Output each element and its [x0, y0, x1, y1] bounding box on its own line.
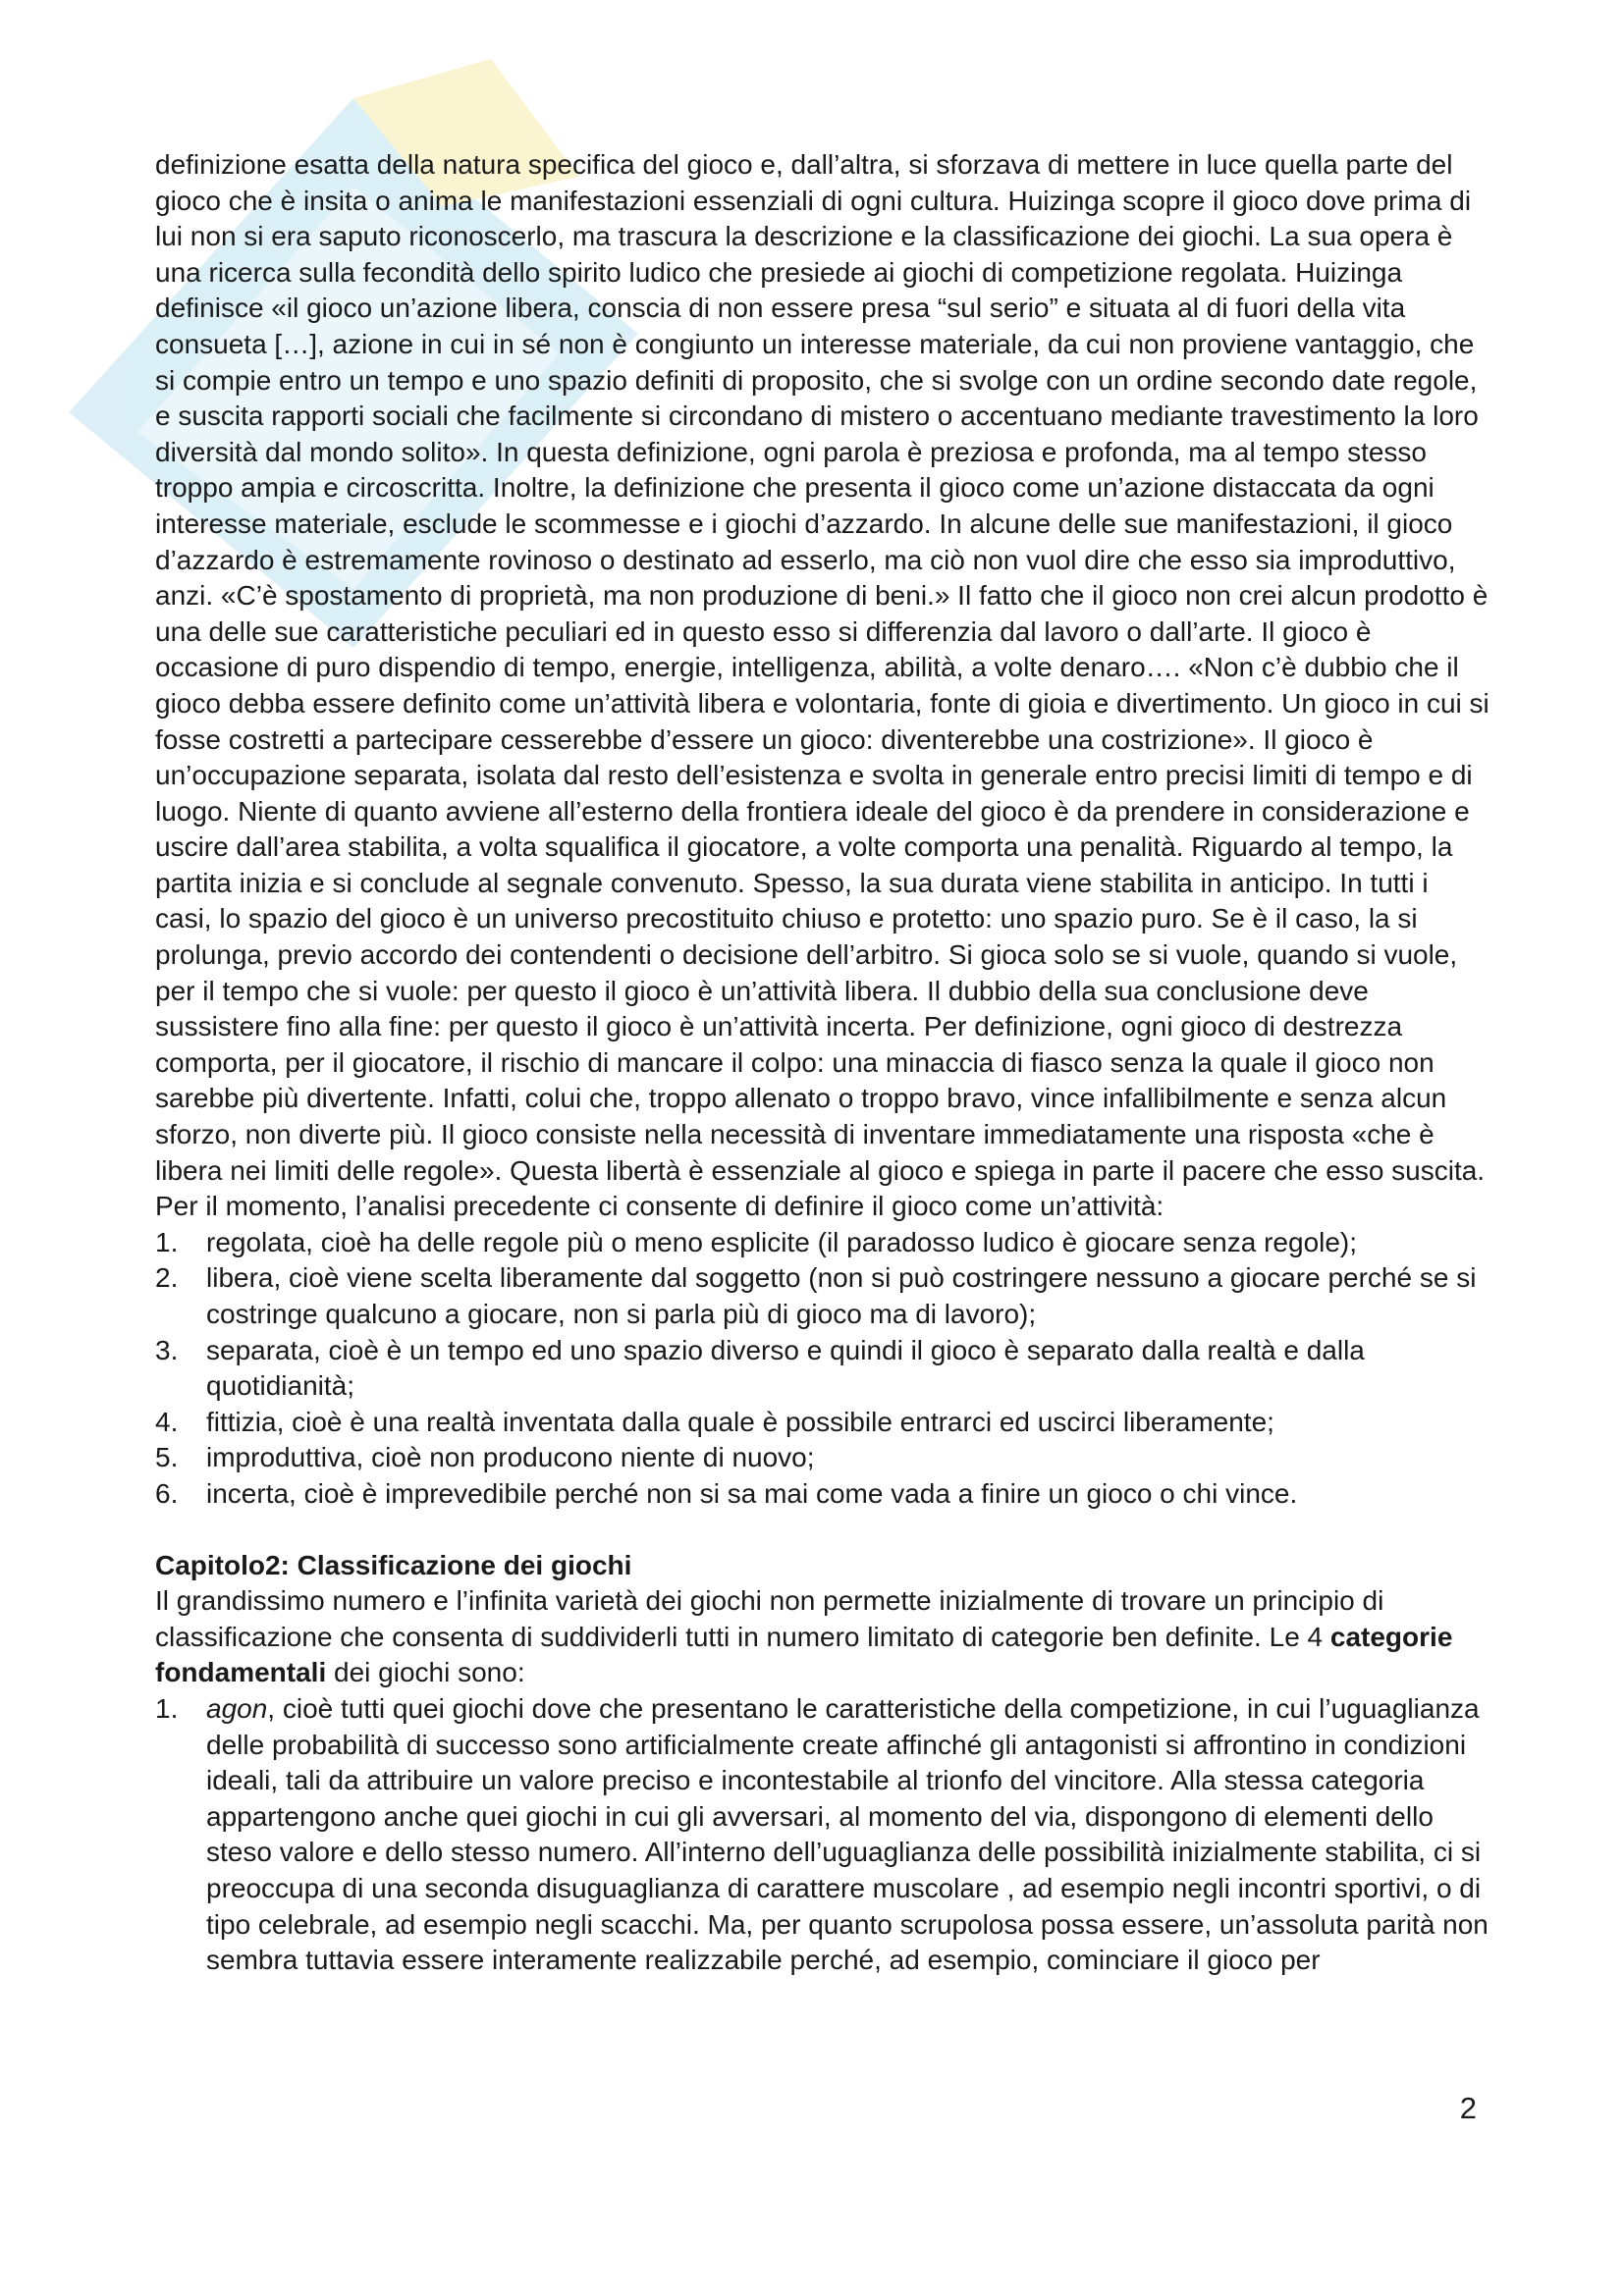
categories-list [155, 1691, 1490, 1979]
body-paragraph: definizione esatta della natura specifica del gioco e, dall’altra, si sforzava di mettere in luce quella parte del gioco che è insita o anima le manifestazioni essenziali di ogni cultura. Huizinga scopre il gioco dove prima di lui non si era saputo riconoscerlo, ma trascura la descrizione e la classificazione dei giochi. La sua opera è una ricerca sulla fecondità dello spirito ludico che presiede ai giochi di competizione regolata. Huizinga definisce «il gioco un’azione libera, conscia di non essere presa “sul serio” e situata al di fuori della vita consueta […], azione in cui in sé non è congiunto un interesse materiale, da cui non proviene vantaggio, che si compie entro un tempo e uno spazio definiti di proposito, che si svolge con un ordine secondo date regole, e suscita rapporti sociali che facilmente si circondano di mistero o accentuano mediante travestimento la loro diversità dal mondo solito». In questa definizione, ogni parola è preziosa e profonda, ma al tempo stesso troppo ampia e circoscritta. Inoltre, la definizione che presenta il gioco come un’azione distaccata da ogni interesse materiale, esclude le scommesse e i giochi d’azzardo. In alcune delle sue manifestazioni, il gioco d’azzardo è estremamente rovinoso o destinato ad esserlo, ma ciò non vuol dire che esso sia improduttivo, anzi. «C’è spostamento di proprietà, ma non produzione di beni.» Il fatto che il gioco non crei alcun prodotto è una delle sue caratteristiche peculiari ed in questo esso si differenzia dal lavoro o dall’arte. Il gioco è occasione di puro dispendio di tempo, energie, intelligenza, abilità, a volte denaro…. «Non c’è dubbio che il gioco debba essere definito come un’attività libera e volontaria, fonte di gioia e divertimento. Un gioco in cui si fosse costretti a partecipare cesserebbe d’essere un gioco: diventerebbe una costrizione». Il gioco è un’occupazione separata, isolata dal resto dell’esistenza e svolta in generale entro precisi limiti di tempo e di luogo. Niente di quanto avviene all’esterno della frontiera ideale del gioco è da prendere in considerazione e uscire dall’area stabilita, a volta squalifica il giocatore, a volte comporta una penalità. Riguardo al tempo, la partita inizia e si conclude al segnale convenuto. Spesso, la sua durata viene stabilita in anticipo. In tutti i casi, lo spazio del gioco è un universo precostituito chiuso e protetto: uno spazio puro. Se è il caso, la si prolunga, previo accordo dei contendenti o decisione dell’arbitro. Si gioca solo se si vuole, quando si vuole, per il tempo che si vuole: per questo il gioco è un’attività libera. Il dubbio della sua conclusione deve sussistere fino alla fine: per questo il gioco è un’attività incerta. Per definizione, ogni gioco di destrezza comporta, per il giocatore, il rischio di mancare il colpo: una minaccia di fiasco senza la quale il gioco non sarebbe più divertente. Infatti, colui che, troppo allenato o troppo bravo, vince infallibilmente e senza alcun sforzo, non diverte più. Il gioco consiste nella necessità di inventare immediatamente una risposta «che è libera nei limiti delle regole». Questa libertà è essenziale al gioco e spiega in parte il pacere che esso suscita. Per il momento, l’analisi precedente ci consente di definire il gioco come un’attività: [155, 149, 1489, 1222]
list-item [155, 1691, 1490, 1979]
list-number: 1. [155, 1692, 179, 1724]
list-item [155, 1225, 1490, 1261]
list-text: , cioè tutti quei giochi dove che presentano le caratteristiche della competizione, in cui l’uguaglianza delle probabilità di successo sono artificialmente create affinché gli antagonisti si affrontino in condizioni ideali, tali da attribuire un valore preciso e incontestabile al trionfo del vincitore. Alla stessa categoria appartengono anche quei giochi in cui gli avversari, al momento del via, dispongono di elementi dello steso valore e dello stesso numero. All’interno dell’uguaglianza delle possibilità inizialmente stabilita, ci si preoccupa di una seconda disuguaglianza di carattere muscolare , ad esempio negli incontri sportivi, o di tipo celebrale, ad esempio negli scacchi. Ma, per quanto scrupolosa possa essere, un’assoluta parità non sembra tuttavia essere interamente realizzabile perché, ad esempio, cominciare il gioco per [206, 1692, 1489, 1976]
intro-bold-term: categorie fondamentali [155, 1621, 1453, 1688]
list-text: fittizia, cioè è una realtà inventata dalla quale è possibile entrarci ed uscirci liberamente; [206, 1406, 1274, 1437]
list-item [155, 1260, 1490, 1332]
chapter-intro [155, 1583, 1490, 1691]
list-text: separata, cioè è un tempo ed uno spazio diverso e quindi il gioco è separato dalla realtà e dalla quotidianità; [206, 1334, 1365, 1402]
list-text: incerta, cioè è imprevedibile perché non si sa mai come vada a finire un gioco o chi vince. [206, 1477, 1298, 1509]
characteristics-list [155, 1225, 1490, 1513]
list-number: 5. [155, 1442, 179, 1473]
list-number: 4. [155, 1406, 179, 1437]
list-item [155, 1440, 1490, 1476]
chapter-heading: Capitolo2: Classificazione dei giochi [155, 1549, 632, 1580]
list-item [155, 1476, 1490, 1513]
list-number: 6. [155, 1477, 179, 1509]
list-text: regolata, cioè ha delle regole più o meno esplicite (il paradosso ludico è giocare senza regole); [206, 1226, 1358, 1257]
list-number: 2. [155, 1262, 179, 1294]
list-item [155, 1333, 1490, 1405]
document-body [155, 147, 1490, 1979]
list-number: 3. [155, 1334, 179, 1365]
list-number: 1. [155, 1226, 179, 1257]
intro-text-end: dei giochi sono: [326, 1657, 525, 1688]
intro-text: Il grandissimo numero e l’infinita varietà dei giochi non permette inizialmente di trovare un principio di classificazione che consenta di suddividerli tutti in numero limitato di categorie ben definite. Le 4 [155, 1585, 1384, 1652]
category-term: agon [206, 1692, 268, 1724]
list-text: libera, cioè viene scelta liberamente dal soggetto (non si può costringere nessuno a giocare perché se si costringe qualcuno a giocare, non si parla più di gioco ma di lavoro); [206, 1262, 1477, 1329]
page-number: 2 [1459, 2091, 1477, 2125]
list-item [155, 1405, 1490, 1441]
list-text: improduttiva, cioè non producono niente di nuovo; [206, 1442, 815, 1473]
